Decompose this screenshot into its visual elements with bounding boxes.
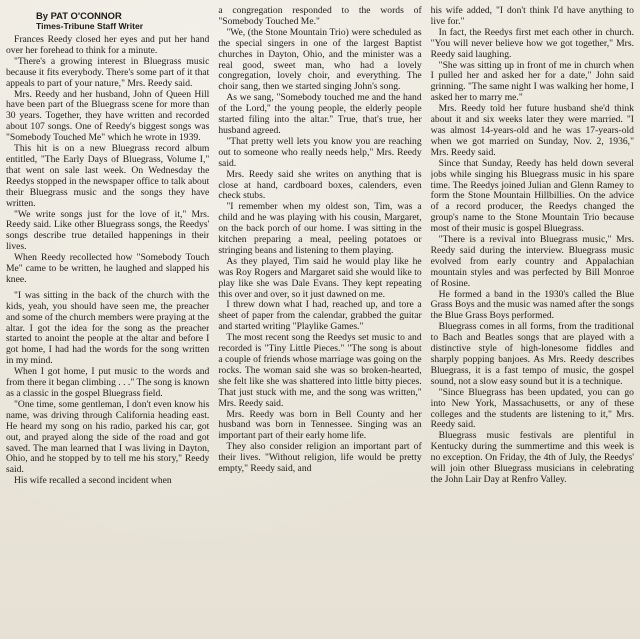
paragraph: "There is a revival into Bluegrass music," Mrs. Reedy said during the interview. Bluegrass music evolved from early country and Appalachian mountain styles and was perfected by Bill Monroe of Rosine. [430,234,634,289]
paragraph: Mrs. Reedy was born in Bell County and her husband was born in Tennessee. Singing was an important part of their early home life. [218,408,422,442]
paragraph: When Reedy recollected how "Somebody Touch Me" came to be written, he laughed and slapped his knee. [6,252,210,285]
paragraph: They also consider religion an important part of their lives. "Without religion, life would be pretty empty," Reedy said, and [218,441,422,475]
paragraph: I threw down what I had, reached up, and tore a sheet of paper from the calendar, grabbed the guitar and started writing "Playlike Games." [218,299,422,333]
paragraph: "Since Bluegrass has been updated, you can go into New York, Massachusetts, or any of these colleges and the students are listening to it," Mrs. Reedy said. [430,386,634,431]
paragraph: "There's a growing interest in Bluegrass music because it fits everybody. There's some part of it that appeals to part of your nature," Mrs. Reedy said. [6,55,210,89]
article-column-1 [6,6,209,635]
paragraph: Mrs. Reedy and her husband, John of Queen Hill have been part of the Bluegrass scene for more than 30 years. Together, they have written and recorded about 107 songs. One of Reedy's biggest songs was "Somebody Touched Me" which he wrote in 1939. [6,88,210,144]
paragraph: Mrs. Reedy said she writes on anything that is close at hand, cardboard boxes, calenders, even check stubs. [218,168,422,202]
paragraph: "She was sitting up in front of me in church when I pulled her and asked her for a date," John said grinning. "The same night I was walking her home, I asked her to marry me." [430,59,634,104]
paragraph: As they played, Tim said he would play like he was Roy Rogers and Margaret said she would like to play like she was Dale Evans. They kept repeating this over and over, so it just dawned on me. [218,255,422,300]
paragraph: He formed a band in the 1930's called the Blue Grass Boys and the music was named after the songs the Blue Grass Boys performed. [430,288,634,322]
paragraph: Bluegrass music festivals are plentiful in Kentucky during the summertime and this week is no exception. On Friday, the 4th of July, the Reedys' will join other Bluegrass musicians in celebrating the John Lair Day at Renfro Valley. [430,430,634,485]
paragraph: Mrs. Reedy told her future husband she'd think about it and six weeks later they were married. "I was almost 14-years-old and he was 17-years-old when we got married on Sunday, Nov. 2, 1936," Mrs. Reedy said. [430,103,634,158]
paragraph: "That pretty well lets you know you are reaching out to someone who really needs help," Mrs. Reedy said. [218,135,422,169]
paragraph: When I got home, I put music to the words and from there it began climbing . . ." The song is known as a classic in the gospel Bluegrass field. [6,366,210,399]
paragraph: Bluegrass comes in all forms, from the traditional to Bach and Beatles songs that are played with a distinctive style of high-lonesome fiddles and sharply popping banjoes. As Mrs. Reedy describes Bluegrass, it is a fast tempo of music, the gospel sound, not a slow easy sound but it is a technique. [430,321,634,387]
paragraph: "We, (the Stone Mountain Trio) were scheduled as the special singers in one of the largest Baptist churches in Dayton, Ohio, and the minister was a real good, sweet man, who had a lovely congregation, lovely choir, and everything. The choir sang, then we started singing John's song. [218,26,422,93]
paragraph: His wife recalled a second incident when [14,475,172,487]
paragraph: As we sang, "Somebody touched me and the hand of the Lord," the young people, the elderly people started filing into the altar." True, that's true, her husband agreed. [218,92,422,136]
paragraph: Since that Sunday, Reedy has held down several jobs while singing his Bluegrass music in his spare time. The Reedys joined Julian and Glenn Ramey to form the Stone Mountain Hillbillies. On the advice of a record producer, the Reedys changed the group's name to the Stone Mountain Trio because most of their music is gospel Bluegrass. [430,157,634,235]
article-column-2 [218,6,421,635]
paragraph: "One time, some gentleman, I don't even know his name, was driving through California heading east. He heard my song on his radio, parked his car, got out, and prayed along the side of the road and got saved. The man learned that I was living in Dayton, Ohio, and he stopped by to tell me his story," Reedy said. [6,398,210,476]
paragraph: a congregation responded to the words of "Somebody Touched Me." [218,6,422,27]
paragraph: "I remember when my oldest son, Tim, was a child and he was playing with his cousin, Margaret, on the back porch of our home. I was sitting in the kitchen preparing a meal, peeling potatoes or stringing beans and listening to them playing. [218,201,422,256]
paragraph: "We write songs just for the love of it," Mrs. Reedy said. Like other Bluegrass songs, the Reedys' songs describe true detailed happenings in their lives. [6,208,210,253]
article-columns [6,6,634,635]
paragraph: his wife added, "I don't think I'd have anything to live for." [430,6,634,27]
byline-title: Times-Tribune Staff Writer [36,21,144,31]
paragraph: This hit is on a new Bluegrass record album entitled, "The Early Days of Bluegrass, Volume I," that went on sale last week. On Wednesday the Reedys stopped in the newspaper office to talk about their Bluegrass music and the songs they have written. [6,143,210,209]
byline: By PAT O'CONNOR [36,10,122,21]
paragraph: Frances Reedy closed her eyes and put her hand over her forehead to think for a minute. [6,34,210,56]
paragraph: In fact, the Reedys first met each other in church. "You will never believe how we got together," Mrs. Reedy said laughing. [430,26,634,60]
article-column-3 [431,6,634,635]
paragraph: "I was sitting in the back of the church with the kids, yeah, you should have seen me, the preacher and some of the church members were praying at the altar. I got the idea for the song as the preacher started to anoint the people at the altar and before I got home, I had had the words for the song written in my mind. [6,289,210,367]
paragraph: The most recent song the Reedys set music to and recorded is "Tiny Little Pieces." "The song is about a couple of friends whose marriage was going on the rocks. The woman said she was so broken-hearted, she felt like she was shattered into little bitty pieces. That just stuck with me, and the song was written," Mrs. Reedy said. [218,332,422,409]
